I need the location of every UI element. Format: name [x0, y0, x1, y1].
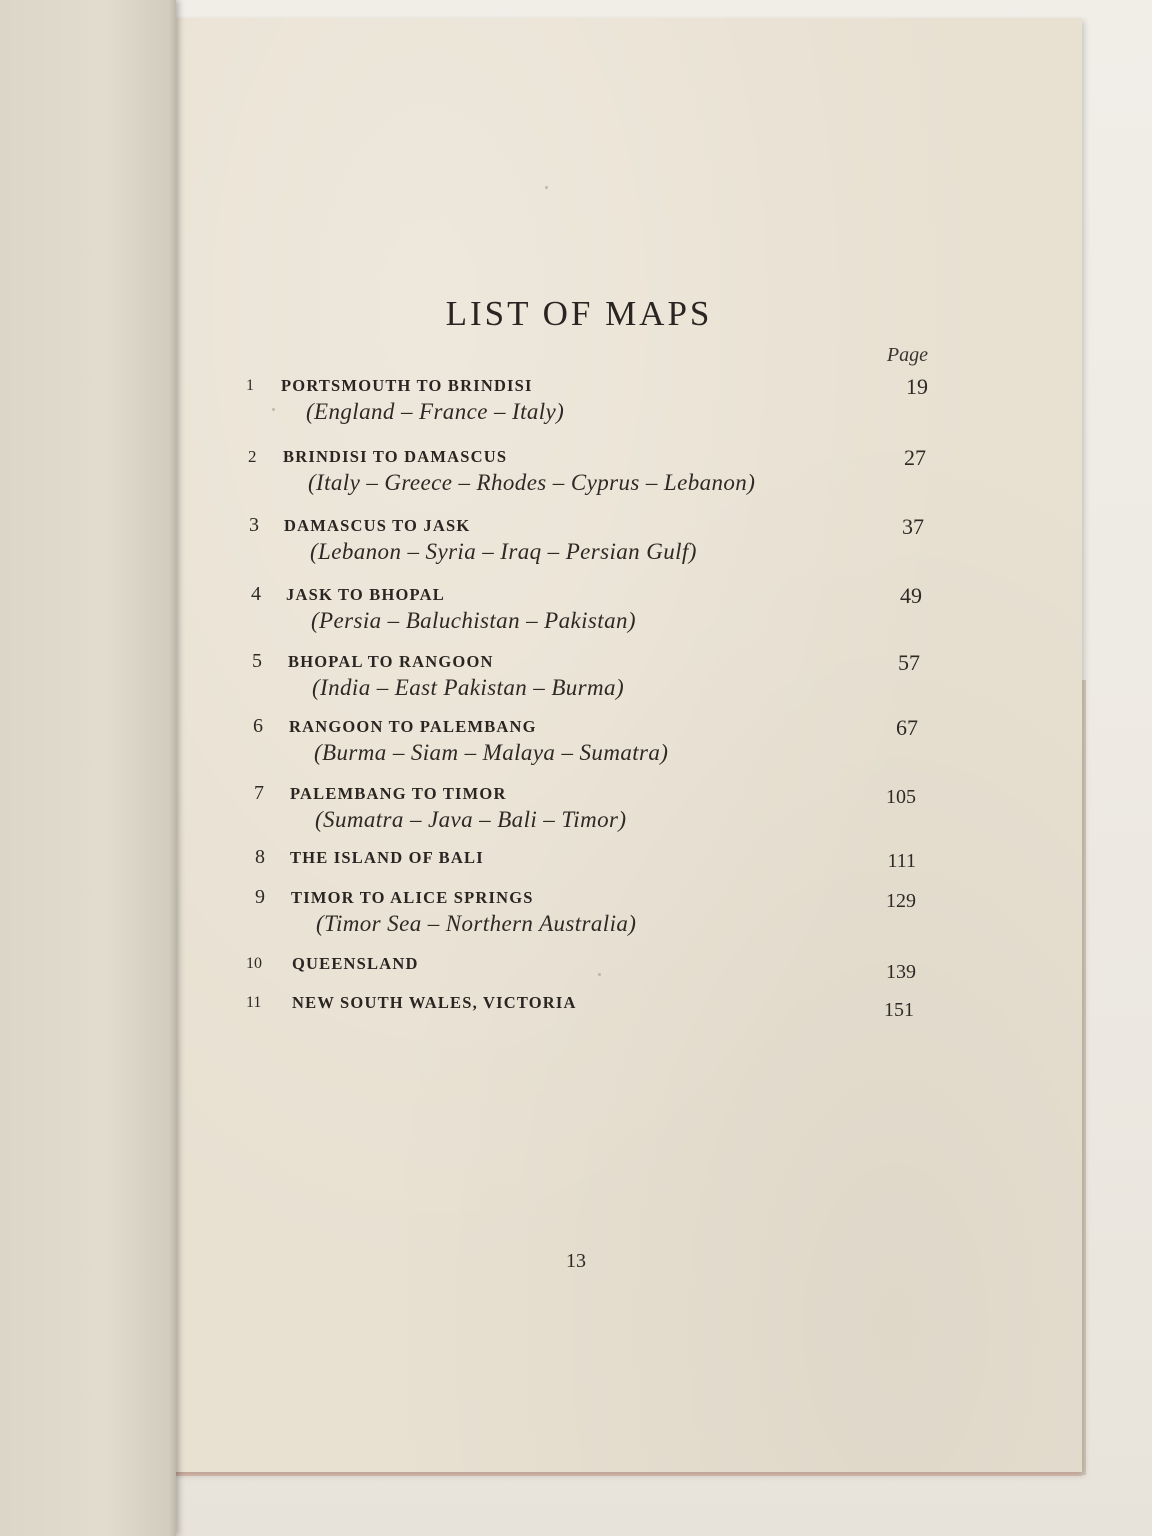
map-page-number: 151 [884, 999, 914, 1021]
map-entry [150, 782, 1082, 842]
map-entry [150, 583, 1082, 643]
map-page-number: 111 [887, 850, 916, 872]
map-entry [150, 514, 1082, 574]
page-column-label: Page [886, 344, 928, 366]
map-heading: PALEMBANG TO TIMOR [290, 784, 507, 803]
map-page-number: 27 [904, 445, 926, 470]
map-regions: (Timor Sea – Northern Australia) [316, 911, 637, 936]
map-regions: (Burma – Siam – Malaya – Sumatra) [314, 740, 669, 765]
map-entry [150, 715, 1082, 775]
map-entry [150, 650, 1082, 710]
map-heading: QUEENSLAND [292, 954, 419, 973]
map-regions: (Lebanon – Syria – Iraq – Persian Gulf) [310, 539, 697, 564]
map-number: 3 [249, 514, 259, 536]
map-heading: PORTSMOUTH TO BRINDISI [281, 376, 533, 395]
map-heading: THE ISLAND OF BALI [290, 848, 484, 867]
map-heading: RANGOON TO PALEMBANG [289, 717, 537, 736]
map-number: 10 [246, 955, 262, 972]
map-entry [150, 374, 1082, 434]
map-number: 8 [255, 846, 265, 868]
map-regions: (Persia – Baluchistan – Pakistan) [311, 608, 636, 633]
map-heading: BRINDISI TO DAMASCUS [283, 447, 508, 466]
page-title: LIST OF MAPS [445, 294, 713, 333]
map-page-number: 105 [886, 786, 916, 808]
map-entry [150, 991, 1082, 1051]
map-page-number: 19 [906, 374, 928, 399]
map-heading: JASK TO BHOPAL [286, 585, 445, 604]
map-entry [150, 445, 1082, 505]
map-regions: (Sumatra – Java – Bali – Timor) [315, 807, 627, 832]
map-page-number: 49 [900, 583, 922, 608]
map-heading: TIMOR TO ALICE SPRINGS [291, 888, 534, 907]
map-number: 2 [248, 447, 257, 466]
map-number: 5 [252, 650, 262, 672]
map-heading: NEW SOUTH WALES, VICTORIA [292, 993, 577, 1012]
map-entry [150, 886, 1082, 946]
book-page [150, 18, 1082, 1472]
page-folio-number: 13 [566, 1250, 586, 1272]
map-number: 4 [251, 583, 261, 605]
left-page-edge [0, 0, 176, 1536]
map-regions: (Italy – Greece – Rhodes – Cyprus – Lebanon) [308, 470, 756, 495]
map-regions: (India – East Pakistan – Burma) [312, 675, 625, 700]
paper-speck [545, 186, 548, 189]
map-number: 11 [246, 994, 262, 1011]
map-page-number: 37 [902, 514, 924, 539]
map-page-number: 129 [886, 890, 916, 912]
map-page-number: 139 [886, 961, 916, 983]
map-heading: DAMASCUS TO JASK [284, 516, 471, 535]
map-heading: BHOPAL TO RANGOON [288, 652, 494, 671]
map-regions: (England – France – Italy) [306, 399, 565, 424]
map-page-number: 67 [896, 715, 918, 740]
map-number: 9 [255, 886, 265, 908]
map-page-number: 57 [898, 650, 920, 675]
map-number: 6 [253, 715, 263, 737]
map-number: 1 [246, 377, 254, 394]
map-number: 7 [254, 782, 264, 804]
